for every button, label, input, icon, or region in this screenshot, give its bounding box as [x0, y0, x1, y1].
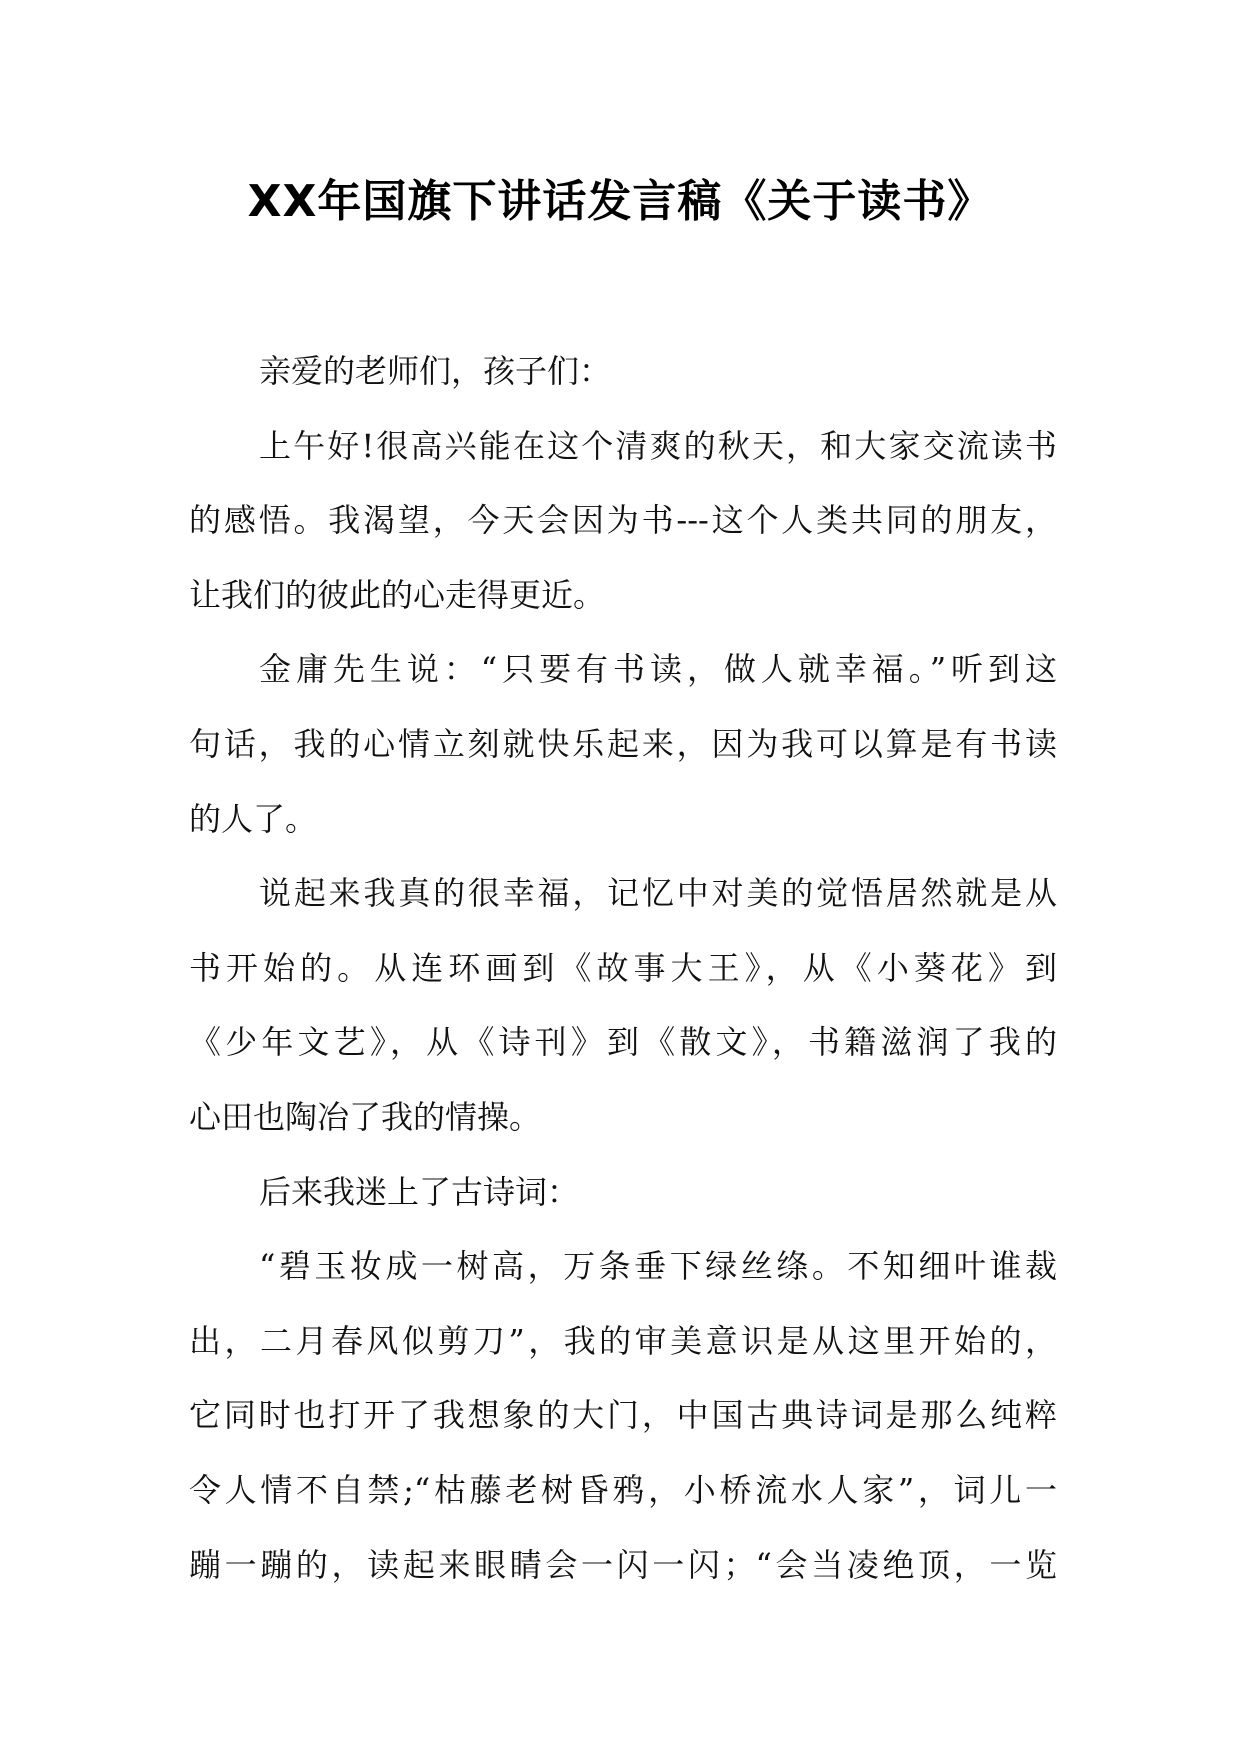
document-body [189, 334, 1057, 1602]
body-text-line: 的人了。 [189, 799, 318, 838]
paragraph [189, 856, 1057, 1154]
body-text-line: 出，二月春风似剪刀”，我的审美意识是从这里开始的， [189, 1321, 1057, 1360]
paragraph [189, 409, 1057, 633]
body-text-line: 上午好!很高兴能在这个清爽的秋天，和大家交流读书 [259, 426, 1057, 465]
body-text-line: 亲爱的老师们，孩子们： [259, 352, 612, 390]
body-text-line: 它同时也打开了我想象的大门，中国古典诗词是那么纯粹 [189, 1396, 1057, 1435]
paragraph [189, 1229, 1057, 1602]
document-title: XX年国旗下讲话发言稿《关于读书》 [247, 176, 993, 227]
body-text-line: 蹦一蹦的，读起来眼睛会一闪一闪；“会当凌绝顶，一览 [189, 1545, 1057, 1584]
paragraph [189, 334, 1057, 409]
body-text-line: 《少年文艺》，从《诗刊》到《散文》，书籍滋润了我的 [189, 1023, 1057, 1062]
body-text-line: “碧玉妆成一树高，万条垂下绿丝绦。不知细叶谁裁 [259, 1247, 1057, 1286]
body-text-line: 句话，我的心情立刻就快乐起来，因为我可以算是有书读 [189, 724, 1057, 763]
body-text-line: 金庸先生说：“只要有书读，做人就幸福。”听到这 [259, 650, 1057, 689]
paragraph [189, 632, 1057, 856]
body-text-line: 书开始的。从连环画到《故事大王》，从《小葵花》到 [189, 948, 1057, 987]
body-text-line: 让我们的彼此的心走得更近。 [189, 575, 606, 614]
body-text-line: 说起来我真的很幸福，记忆中对美的觉悟居然就是从 [259, 874, 1057, 913]
body-text-line: 心田也陶冶了我的情操。 [189, 1097, 542, 1136]
body-text-line: 后来我迷上了古诗词： [259, 1172, 580, 1211]
body-text-line: 令人情不自禁;“枯藤老树昏鸦，小桥流水人家”，词儿一 [189, 1470, 1057, 1509]
paragraph [189, 1155, 1057, 1230]
body-text-line: 的感悟。我渴望，今天会因为书---这个人类共同的朋友， [189, 501, 1057, 540]
